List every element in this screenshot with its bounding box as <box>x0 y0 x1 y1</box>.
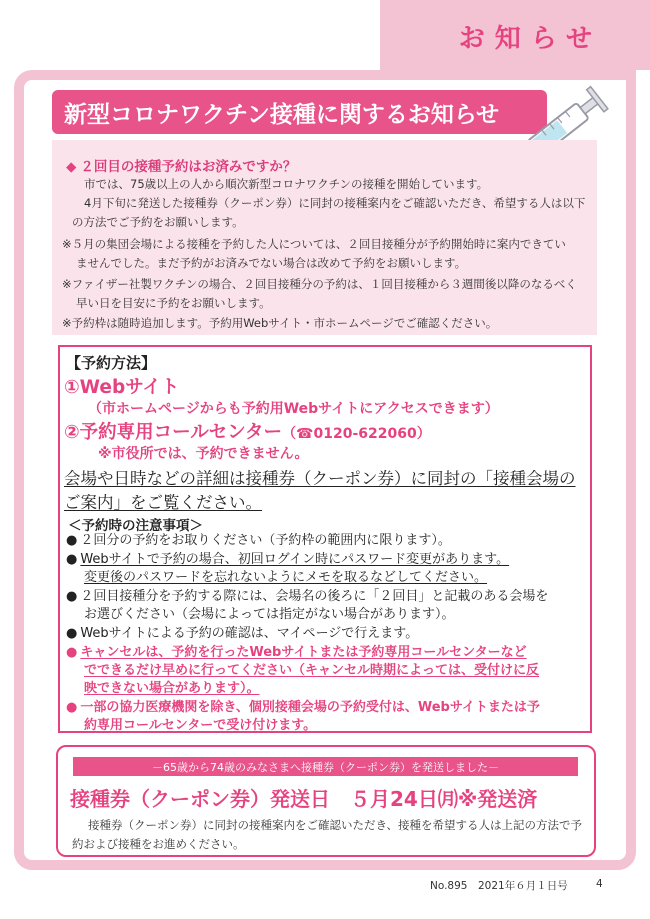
method-heading: 【予約方法】 <box>66 354 157 372</box>
caution-item-line: 変更後のパスワードを忘れないようにメモを取るなどしてください。 <box>84 570 488 585</box>
detail-line: 会場や日時などの詳細は接種券（クーポン券）に同封の「接種会場の <box>64 469 576 488</box>
caution-item: ● Webサイトで予約の場合、初回ログイン時にパスワード変更があります。 <box>66 552 510 567</box>
info-line: ※５月の集団会場による接種を予約した人については、２回目接種分が予約開始時に案内できてい <box>62 237 566 251</box>
caution-item-cancel: ● キャンセルは、予約を行ったWebサイトまたは予約専用コールセンターなど <box>66 645 527 660</box>
info-line: ※ファイザー社製ワクチンの場合、２回目接種分の予約は、１回目接種から３週間後以降のなるべく <box>62 277 577 291</box>
call-center-option: ②予約専用コールセンター（☎0120-622060） <box>64 422 431 443</box>
info-line: の方法でご予約をお願いします。 <box>72 215 244 229</box>
caution-item: ● ２回目接種分を予約する際には、会場名の後ろに「２回目」と記載のある会場を <box>66 589 549 604</box>
caution-heading: ＜予約時の注意事項＞ <box>68 518 203 534</box>
title-banner <box>52 90 547 134</box>
coupon-headline: 接種券（クーポン券）発送日 ５月24日㈪※発送済 <box>70 787 538 811</box>
page-title: 新型コロナワクチン接種に関するお知らせ <box>64 102 500 128</box>
caution-item-line: 映できない場合があります）。 <box>84 681 260 696</box>
coupon-desc: 接種券（クーポン券）に同封の接種案内をご確認いただき、接種を希望する人は上記の方法で予 <box>88 818 583 832</box>
call-center-phone: （☎0120-622060） <box>282 426 431 442</box>
question-heading: ◆ ２回目の接種予約はお済みですか？ <box>66 159 297 175</box>
info-line: ※予約枠は随時追加します。予約用Webサイト・市ホームページでご確認ください。 <box>62 316 498 330</box>
issue-info: No.895 2021年６月１日号 <box>430 880 568 892</box>
caution-item-clinic: ● 一部の協力医療機関を除き、個別接種会場の予約受付は、Webサイトまたは予 <box>66 700 540 715</box>
caution-item: ● Webサイトによる予約の確認は、マイページで行えます。 <box>66 626 419 641</box>
info-line: 市では、75歳以上の人から順次新型コロナワクチンの接種を開始しています。 <box>84 177 489 191</box>
info-line: ませんでした。まだ予約がお済みでない場合は改めて予約をお願いします。 <box>76 256 467 270</box>
coupon-desc: 約および接種をお進めください。 <box>72 837 245 851</box>
section-title: お知らせ <box>458 24 602 54</box>
caution-item-line: お選びください（会場によっては指定がない場合があります）。 <box>84 607 455 622</box>
coupon-ribbon-text: －65歳から74歳のみなさまへ接種券（クーポン券）を発送しました－ <box>152 761 499 774</box>
call-center-note: ※市役所では、予約できません。 <box>98 446 309 462</box>
caution-item-line: でできるだけ早めに行ってください（キャンセル時期によっては、受付けに反 <box>84 663 540 678</box>
coupon-ribbon <box>73 757 578 776</box>
caution-item: ● ２回分の予約をお取りください（予約枠の範囲内に限ります）。 <box>66 533 451 548</box>
website-note: （市ホームページからも予約用Webサイトにアクセスできます） <box>88 401 499 417</box>
page-number: 4 <box>596 878 603 890</box>
caution-item-line: 約専用コールセンターで受け付けます。 <box>84 718 317 733</box>
website-option: ①Webサイト <box>64 377 180 398</box>
detail-line: ご案内」をご覧ください。 <box>64 493 262 512</box>
diamond-icon: ◆ <box>66 159 77 175</box>
info-line: 4月下旬に発送した接種券（クーポン券）に同封の接種案内をご確認いただき、希望する人は以下 <box>84 196 586 210</box>
info-line: 早い日を目安に予約をお願いします。 <box>76 296 271 310</box>
